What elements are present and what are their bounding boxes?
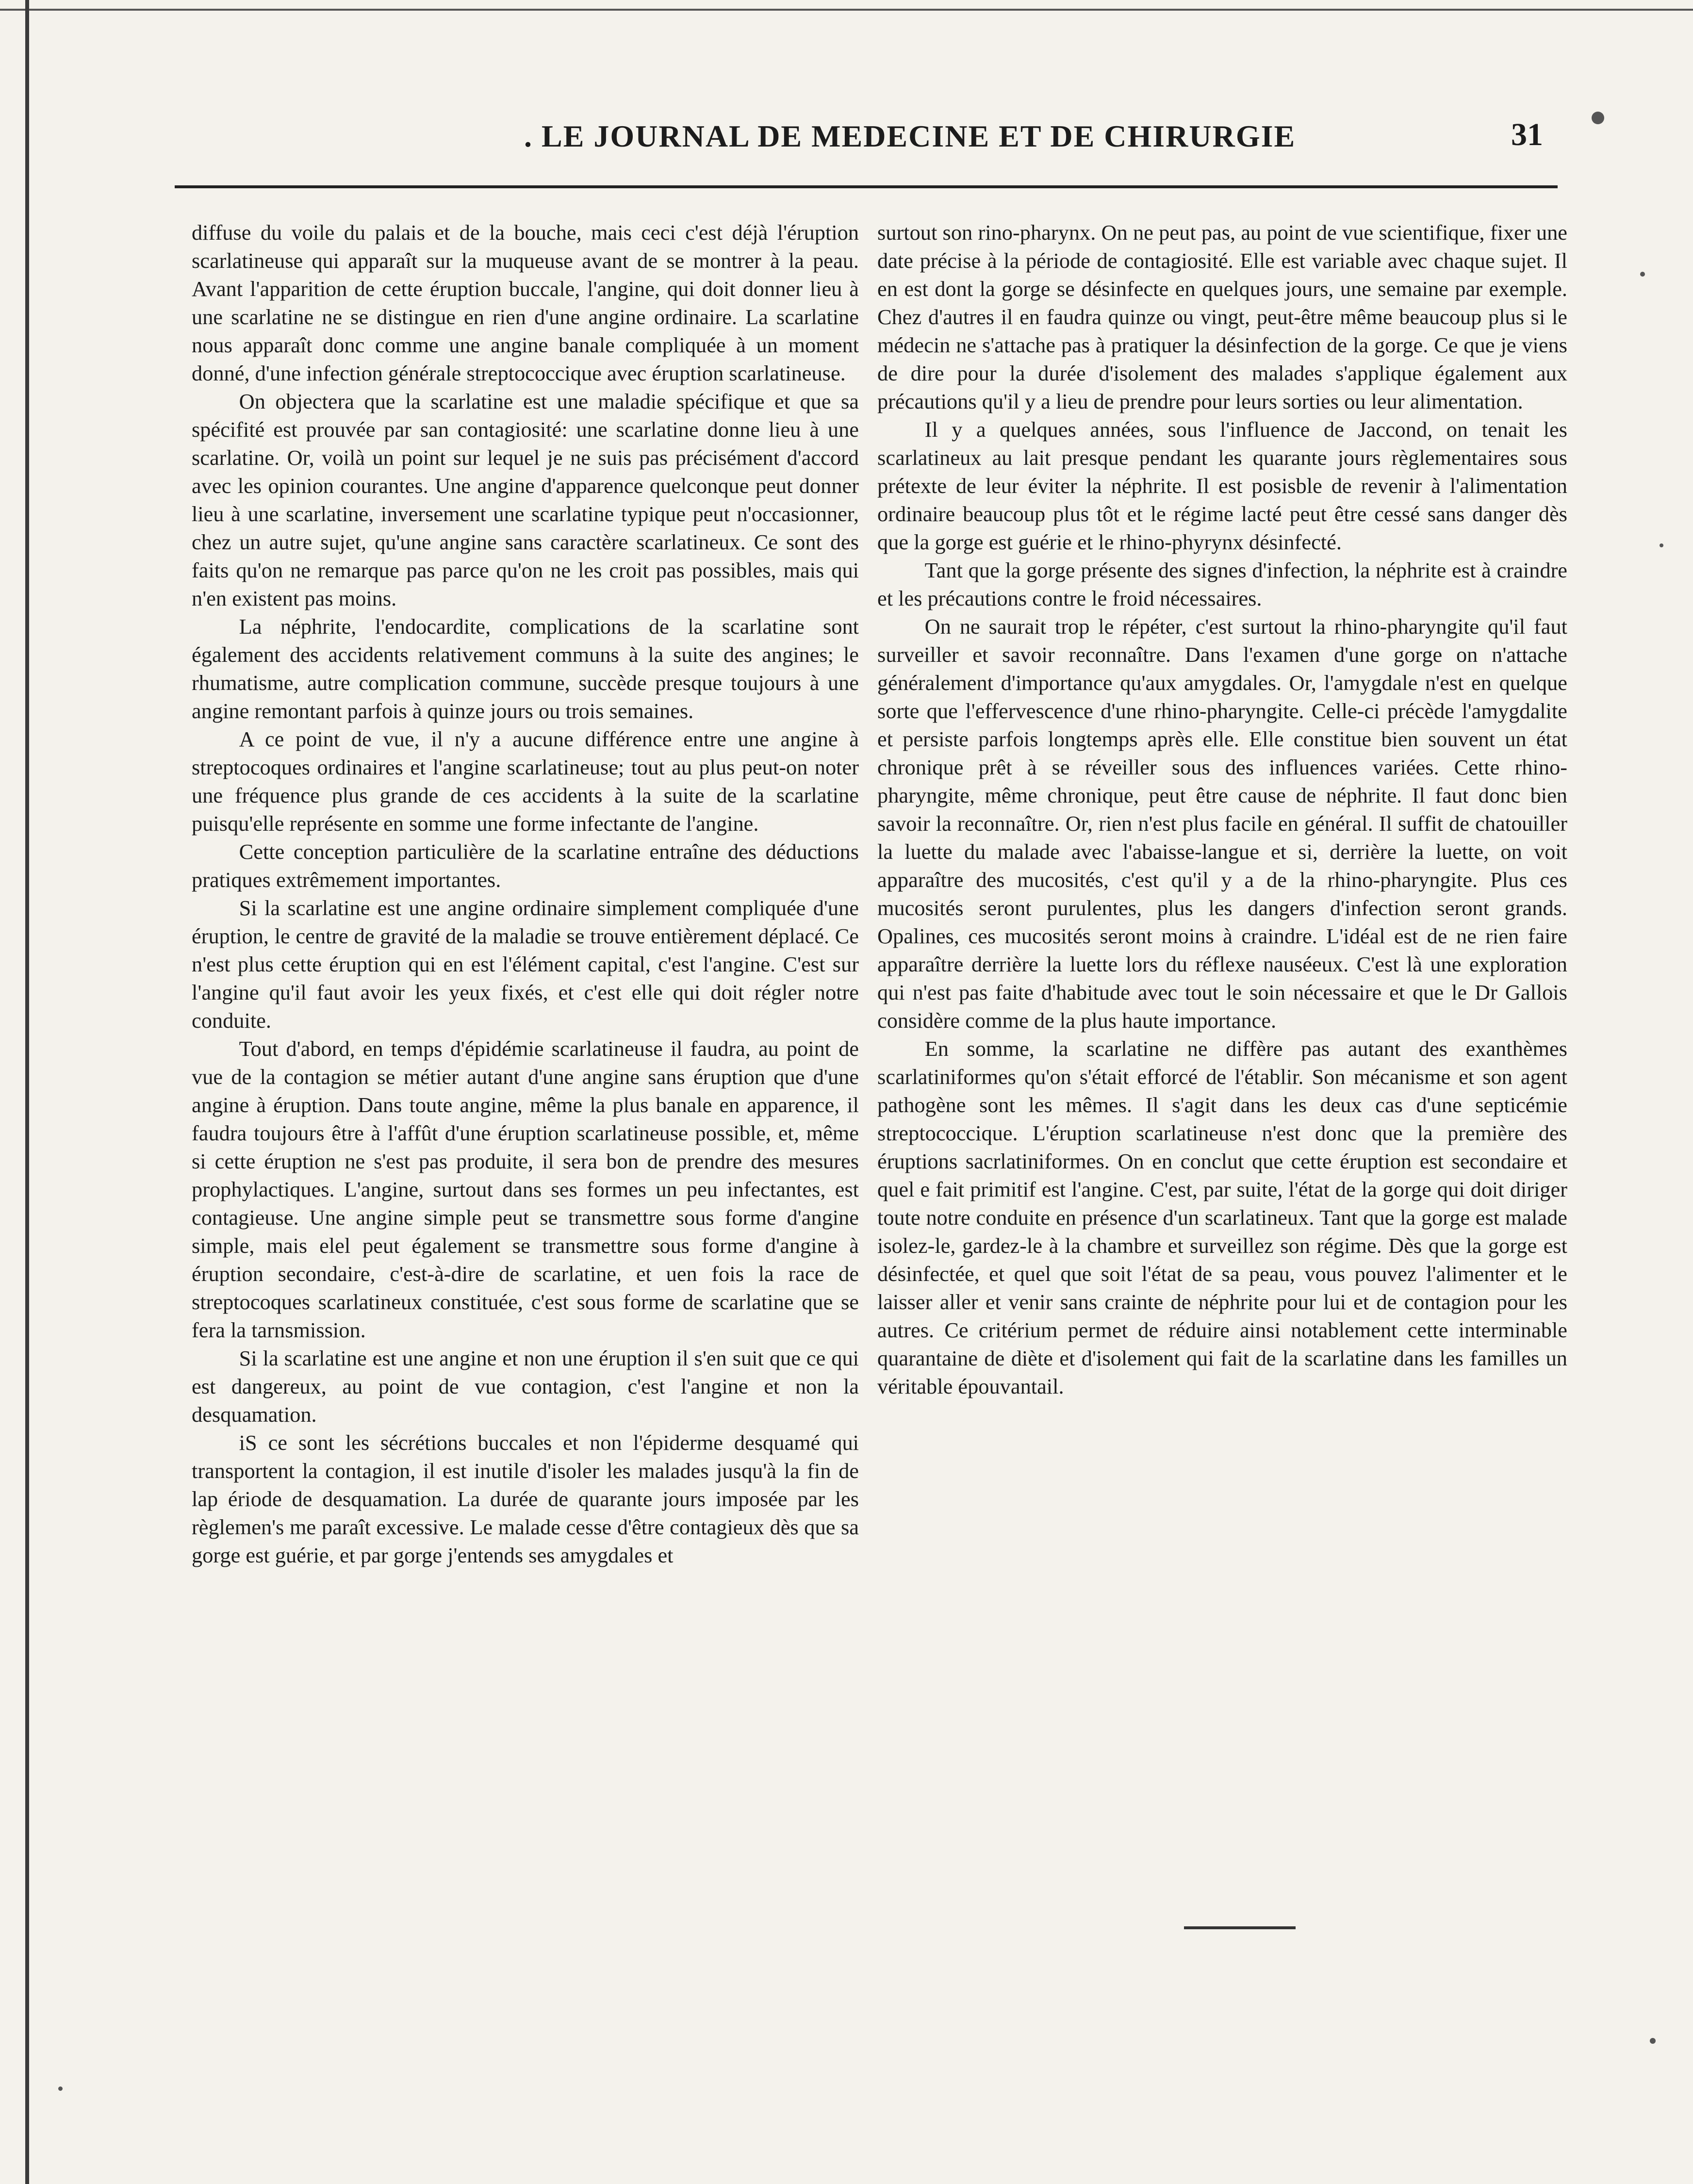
paragraph: La néphrite, l'endocardite, complications de la scarlatine sont également des accidents relativement communs à la suite des angines; le rhumatisme, autre complication commune, succède presque toujours à une angine remontant parfois à quinze jours ou trois semaines. — [192, 614, 859, 723]
paragraph: diffuse du voile du palais et de la bouche, mais ceci c'est déjà l'éruption scarlatineuse qui apparaît sur la muqueuse avant de se montrer à la peau. Avant l'apparition de cette éruption buccale, l'angine, qui doit donner lieu à une scarlatine ne se distingue en rien d'une angine ordinaire. La scarlatine nous apparaît donc comme une angine banale compliquée à un moment donné, d'une infection générale streptococcique avec éruption scarlatineuse. — [192, 220, 859, 385]
paragraph: On ne saurait trop le répéter, c'est surtout la rhino-pharyngite qu'il faut surveiller et savoir reconnaître. Dans l'examen d'une gorge on n'attache généralement d'importance qu'aux amygdales. Or, l'amygdale n'est en quelque sorte que l'effervescence d'une rhino-pharyngite. Celle-ci précède l'amygdalite et persiste parfois longtemps après elle. Elle constitue bien souvent un état chronique prêt à se réveiller sous des influences variées. Cette rhino-pharyngite, même chronique, peut être cause de néphrite. Il faut donc bien savoir la reconnaître. Or, rien n'est plus facile en général. Il suffit de chatouiller la luette du malade avec l'abaisse-langue et si, derrière la luette, on voit apparaître des mucosités, c'est qu'il y a de la rhino-pharyngite. Plus ces mucosités seront purulentes, plus les dangers d'infection seront grands. Opalines, ces mucosités seront moins à craindre. L'idéal est de ne rien faire apparaître derrière la luette lors du réflexe nauséeux. C'est là une exploration qui n'est pas faite d'habitude avec tout le soin nécessaire et que le Dr Gallois considère comme de la plus haute importance. — [877, 614, 1567, 1033]
scan-speck — [1660, 543, 1663, 547]
paragraph: Cette conception particulière de la scarlatine entraîne des déductions pratiques extrêmement importantes. — [192, 839, 859, 892]
page-top-edge — [0, 0, 1693, 11]
page-left-edge — [25, 0, 29, 2184]
paragraph: Si la scarlatine est une angine et non une éruption il s'en suit que ce qui est dangereux, au point de vue contagion, c'est l'angine et non la desquamation. — [192, 1346, 859, 1427]
right-column — [877, 218, 1567, 1400]
paragraph: En somme, la scarlatine ne diffère pas autant des exanthèmes scarlatiniformes qu'on s'était efforcé de l'établir. Son mécanisme et son agent pathogène sont les mêmes. Il s'agit dans les deux cas d'une septicémie streptococcique. L'éruption scarlatineuse n'est donc que la première des éruptions sacrlatiniformes. On en conclut que cette éruption est secondaire et quel e fait primitif est l'angine. C'est, par suite, l'état de la gorge qui doit diriger toute notre conduite en présence d'un scarlatineux. Tant que la gorge est malade isolez-le, gardez-le à la chambre et surveillez son régime. Dès que la gorge est désinfectée, et quel que soit l'état de sa peau, vous pouvez l'alimenter et le laisser aller et venir sans crainte de néphrite pour lui et de contagion pour les autres. Ce critérium permet de réduire ainsi notablement cette interminable quarantaine de diète et d'isolement qui fait de la scarlatine dans les familles un véritable épouvantail. — [877, 1036, 1567, 1398]
end-of-article-rule — [1184, 1926, 1296, 1929]
paragraph: Tant que la gorge présente des signes d'infection, la néphrite est à craindre et les précautions contre le froid nécessaires. — [877, 558, 1567, 610]
paragraph: Tout d'abord, en temps d'épidémie scarlatineuse il faudra, au point de vue de la contagion se métier autant d'une angine sans éruption que d'une angine à éruption. Dans toute angine, même la plus banale en apparence, il faudra toujours être à l'affût d'une éruption scarlatineuse possible, et, même si cette éruption ne s'est pas produite, il sera bon de prendre des mesures prophylactiques. L'angine, surtout dans ses formes un peu infectantes, est contagieuse. Une angine simple peut se transmettre sous forme d'angine simple, mais elel peut également se transmettre sous forme d'angine à éruption secondaire, c'est-à-dire de scarlatine, et uen fois la race de streptocoques scarlatineux constituée, c'est sous forme de scarlatine que se fera la tarnsmission. — [192, 1036, 859, 1342]
scan-speck — [1592, 112, 1604, 124]
page-header — [175, 111, 1553, 169]
paragraph: Il y a quelques années, sous l'influence de Jaccond, on tenait les scarlatineux au lait presque pendant les quarante jours règlementaires sous prétexte de leur éviter la néphrite. Il est posisble de revenir à l'alimentation ordinaire beaucoup plus tôt et le régime lacté peut être cessé sans danger dès que la gorge est guérie et le rhino-phyrynx désinfecté. — [877, 417, 1567, 554]
scan-speck — [1640, 272, 1645, 277]
paragraph: surtout son rino-pharynx. On ne peut pas, au point de vue scientifique, fixer une date précise à la période de contagiosité. Elle est variable avec chaque sujet. Il en est dont la gorge se désinfecte en quelques jours, une semaine par exemple. Chez d'autres il en faudra quinze ou vingt, peut-être même beaucoup plus si le médecin ne s'attache pas à pratiquer la désinfection de la gorge. Ce que je viens de dire pour la durée d'isolement des malades s'applique également aux précautions qu'il y a lieu de prendre pour leurs sorties ou leur alimentation. — [877, 220, 1567, 413]
paragraph: A ce point de vue, il n'y a aucune différence entre une angine à streptocoques ordinaires et l'angine scarlatineuse; tout au plus peut-on noter une fréquence plus grande de ces accidents à la suite de la scarlatine puisqu'elle représente en somme une forme infectante de l'angine. — [192, 727, 859, 836]
scan-speck — [1650, 2038, 1656, 2044]
paragraph: Si la scarlatine est une angine ordinaire simplement compliquée d'une éruption, le centre de gravité de la maladie se trouve entièrement déplacé. Ce n'est plus cette éruption qui en est l'élément capital, c'est l'angine. C'est sur l'angine qu'il faut avoir les yeux fixés, et c'est elle qui doit régler notre conduite. — [192, 896, 859, 1033]
page-number: 31 — [1511, 117, 1543, 152]
left-column — [192, 218, 859, 1569]
running-title: . LE JOURNAL DE MEDECINE ET DE CHIRURGIE — [524, 119, 1296, 153]
scan-speck — [58, 2086, 63, 2091]
paragraph: iS ce sont les sécrétions buccales et non l'épiderme desquamé qui transportent la contagion, il est inutile d'isoler les malades jusqu'à la fin de lap ériode de desquamation. La durée de quarante jours imposée par les règlemen's me paraît excessive. Le malade cesse d'être contagieux dès que sa gorge est guérie, et par gorge j'entends ses amygdales et — [192, 1430, 859, 1567]
header-rule — [175, 185, 1558, 188]
paragraph: On objectera que la scarlatine est une maladie spécifique et que sa spécifité est prouvée par san contagiosité: une scarlatine donne lieu à une scarlatine. Or, voilà un point sur lequel je ne suis pas précisément d'accord avec les opinion courantes. Une angine d'apparence quelconque peut donner lieu à une scarlatine, inversement une scarlatine typique peut n'occasionner, chez un autre sujet, qu'une angine sans caractère scarlatineux. Ce sont des faits qu'on ne remarque pas parce qu'on ne les croit pas possibles, mais qui n'en existent pas moins. — [192, 389, 859, 610]
